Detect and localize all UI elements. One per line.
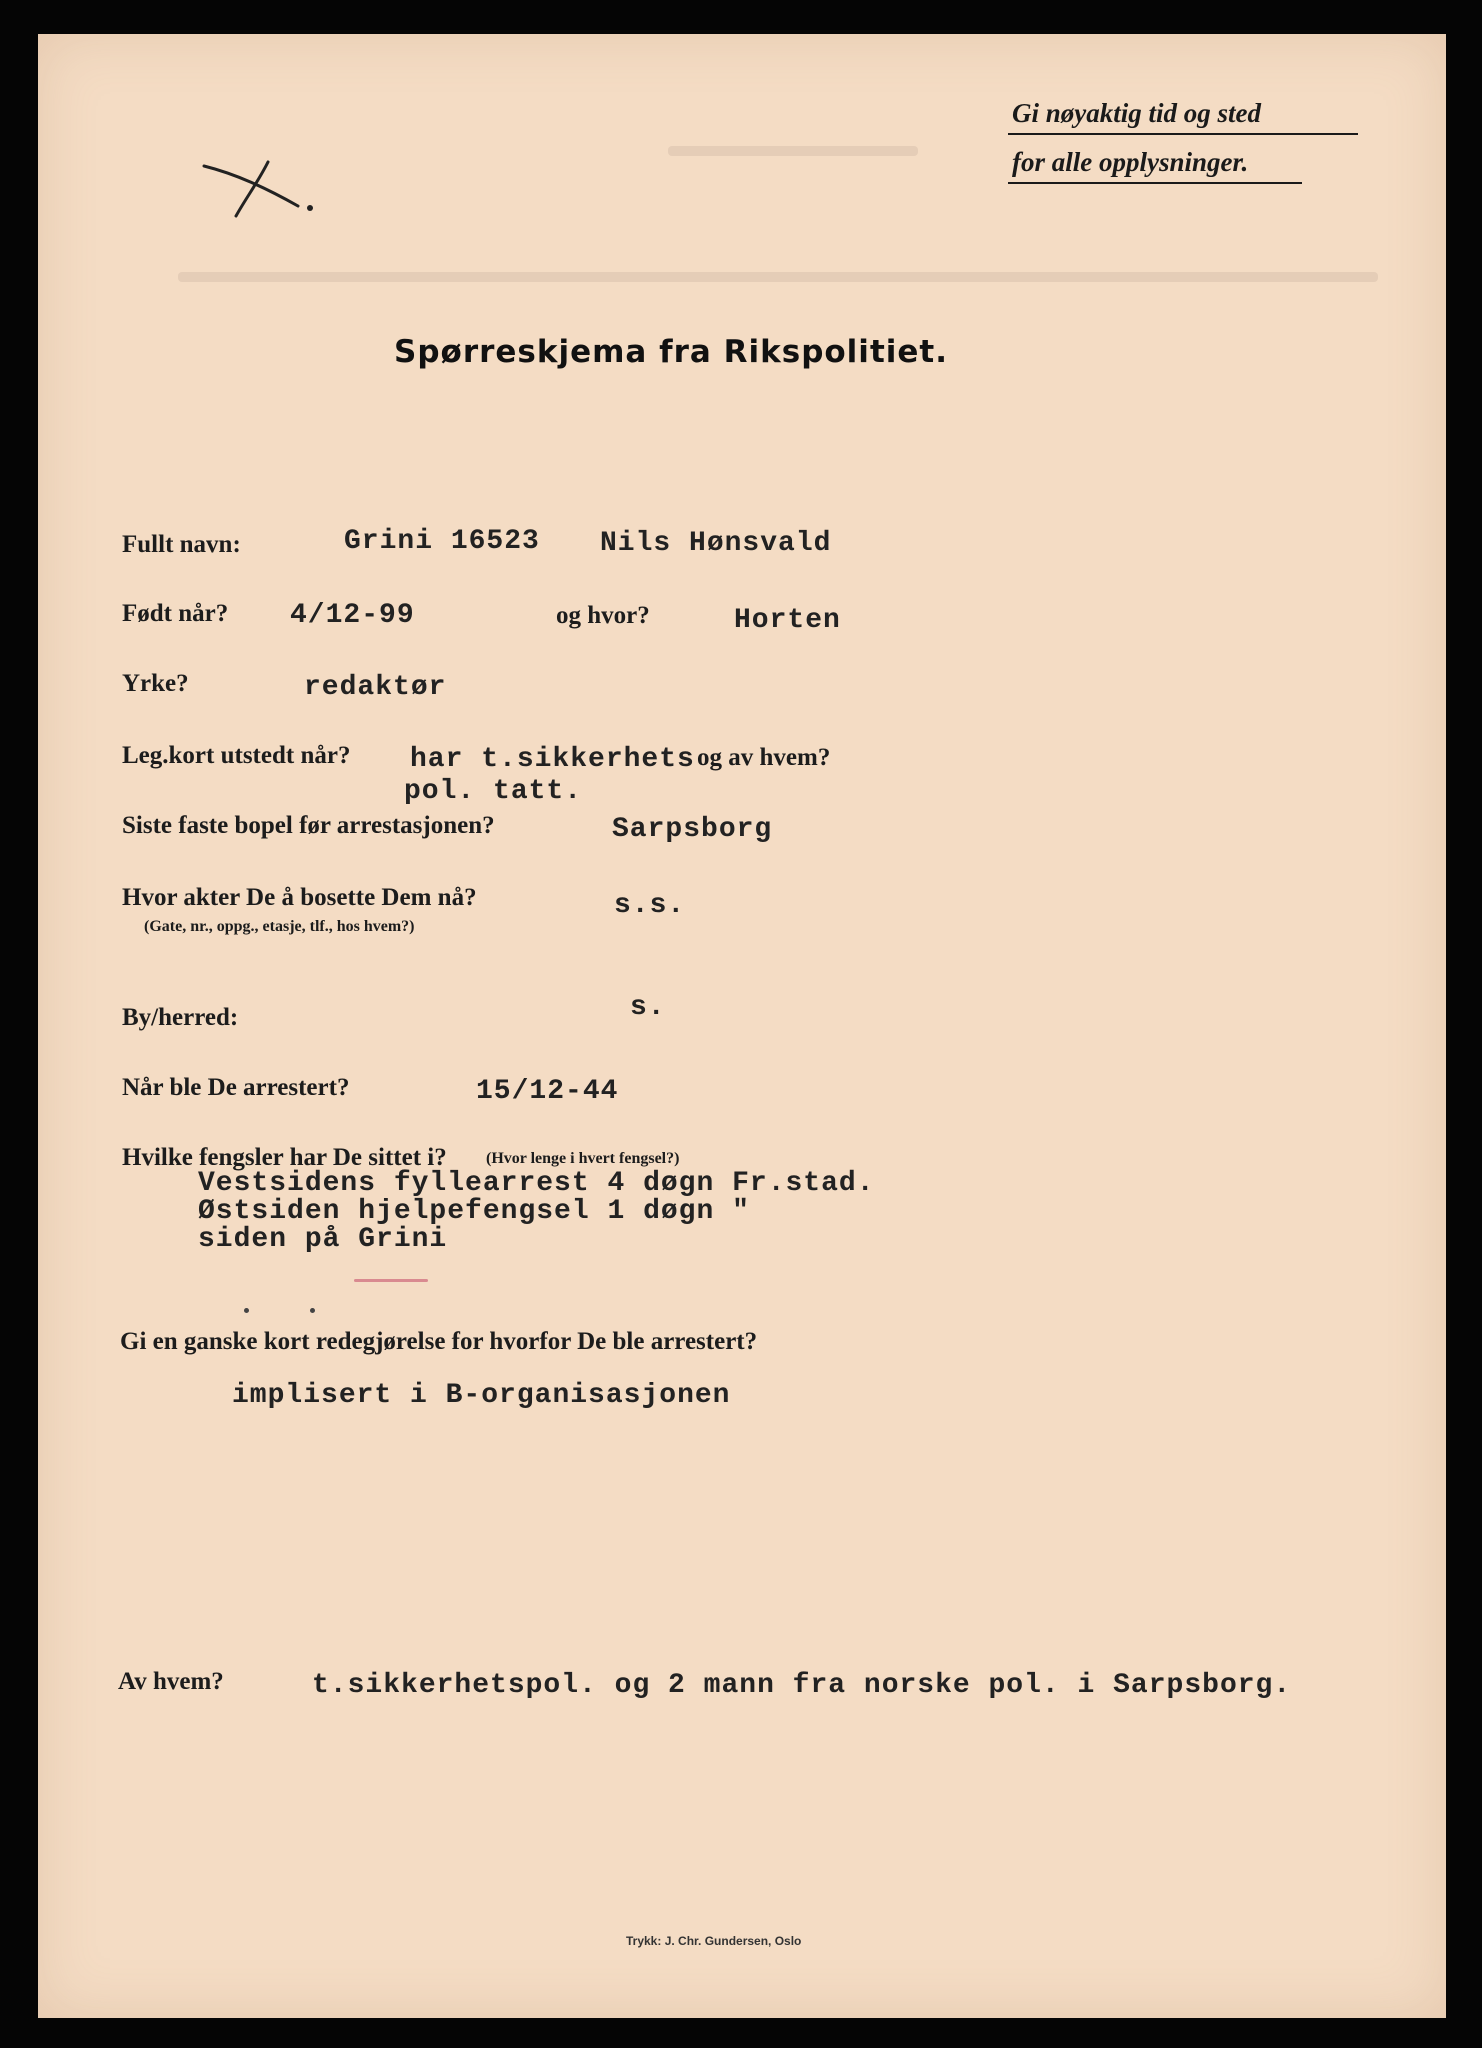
notice-box [1008,96,1358,194]
town-label: By/herred: [122,1004,239,1031]
future-residence-label: Hvor akter De å bosette Dem nå? [122,884,477,911]
full-name-value-2: Nils Hønsvald [600,528,832,559]
notice-line-2: for alle opplysninger. [1008,145,1302,184]
prisons-sublabel: (Hvor lenge i hvert fengsel?) [486,1150,680,1167]
future-residence-value: s.s. [614,890,686,921]
arrested-by-label: Av hvem? [118,1668,224,1695]
printer-imprint: Trykk: J. Chr. Gundersen, Oslo [626,1934,802,1948]
prisons-line-2: Østsiden hjelpefengsel 1 døgn " [198,1196,750,1227]
arrest-reason-label: Gi en ganske kort redegjørelse for hvorfor De ble arrestert? [120,1328,758,1355]
born-when-label: Født når? [122,600,229,627]
last-residence-label: Siste faste bopel før arrestasjonen? [122,812,495,839]
id-card-value-2: pol. tatt. [404,776,583,807]
born-where-value: Horten [734,605,841,636]
prisons-line-1: Vestsidens fyllearrest 4 døgn Fr.stad. [198,1168,875,1199]
stray-dot [244,1308,249,1313]
id-card-value-1: har t.sikkerhets [410,744,695,775]
born-when-value: 4/12-99 [290,600,415,631]
arrest-date-label: Når ble De arrestert? [122,1074,350,1101]
born-where-label: og hvor? [556,602,650,629]
stray-dot [310,1308,315,1313]
bleed-through-mark [668,146,918,156]
id-card-by-whom-label: og av hvem? [697,744,831,771]
pink-underline-mark [354,1279,428,1282]
form-title: Spørreskjema fra Rikspolitiet. [394,334,949,370]
arrest-date-value: 15/12-44 [476,1076,619,1107]
full-name-value-1: Grini 16523 [344,526,540,557]
arrest-reason-value: implisert i B-organisasjonen [232,1380,731,1411]
form-sheet [38,34,1446,2018]
handwritten-x-mark [196,152,316,232]
future-residence-sublabel: (Gate, nr., oppg., etasje, tlf., hos hvem?) [144,918,415,935]
last-residence-value: Sarpsborg [612,814,773,845]
full-name-label: Fullt navn: [122,531,241,558]
arrested-by-value: t.sikkerhetspol. og 2 mann fra norske pol. i Sarpsborg. [312,1670,1292,1701]
prisons-label: Hvilke fengsler har De sittet i? [122,1144,447,1171]
occupation-value: redaktør [304,672,447,703]
occupation-label: Yrke? [122,670,189,697]
id-card-label: Leg.kort utstedt når? [122,742,351,769]
prisons-line-3: siden på Grini [198,1224,448,1255]
bleed-through-mark [178,272,1378,282]
town-value: s. [630,992,666,1023]
notice-line-1: Gi nøyaktig tid og sted [1008,96,1358,135]
